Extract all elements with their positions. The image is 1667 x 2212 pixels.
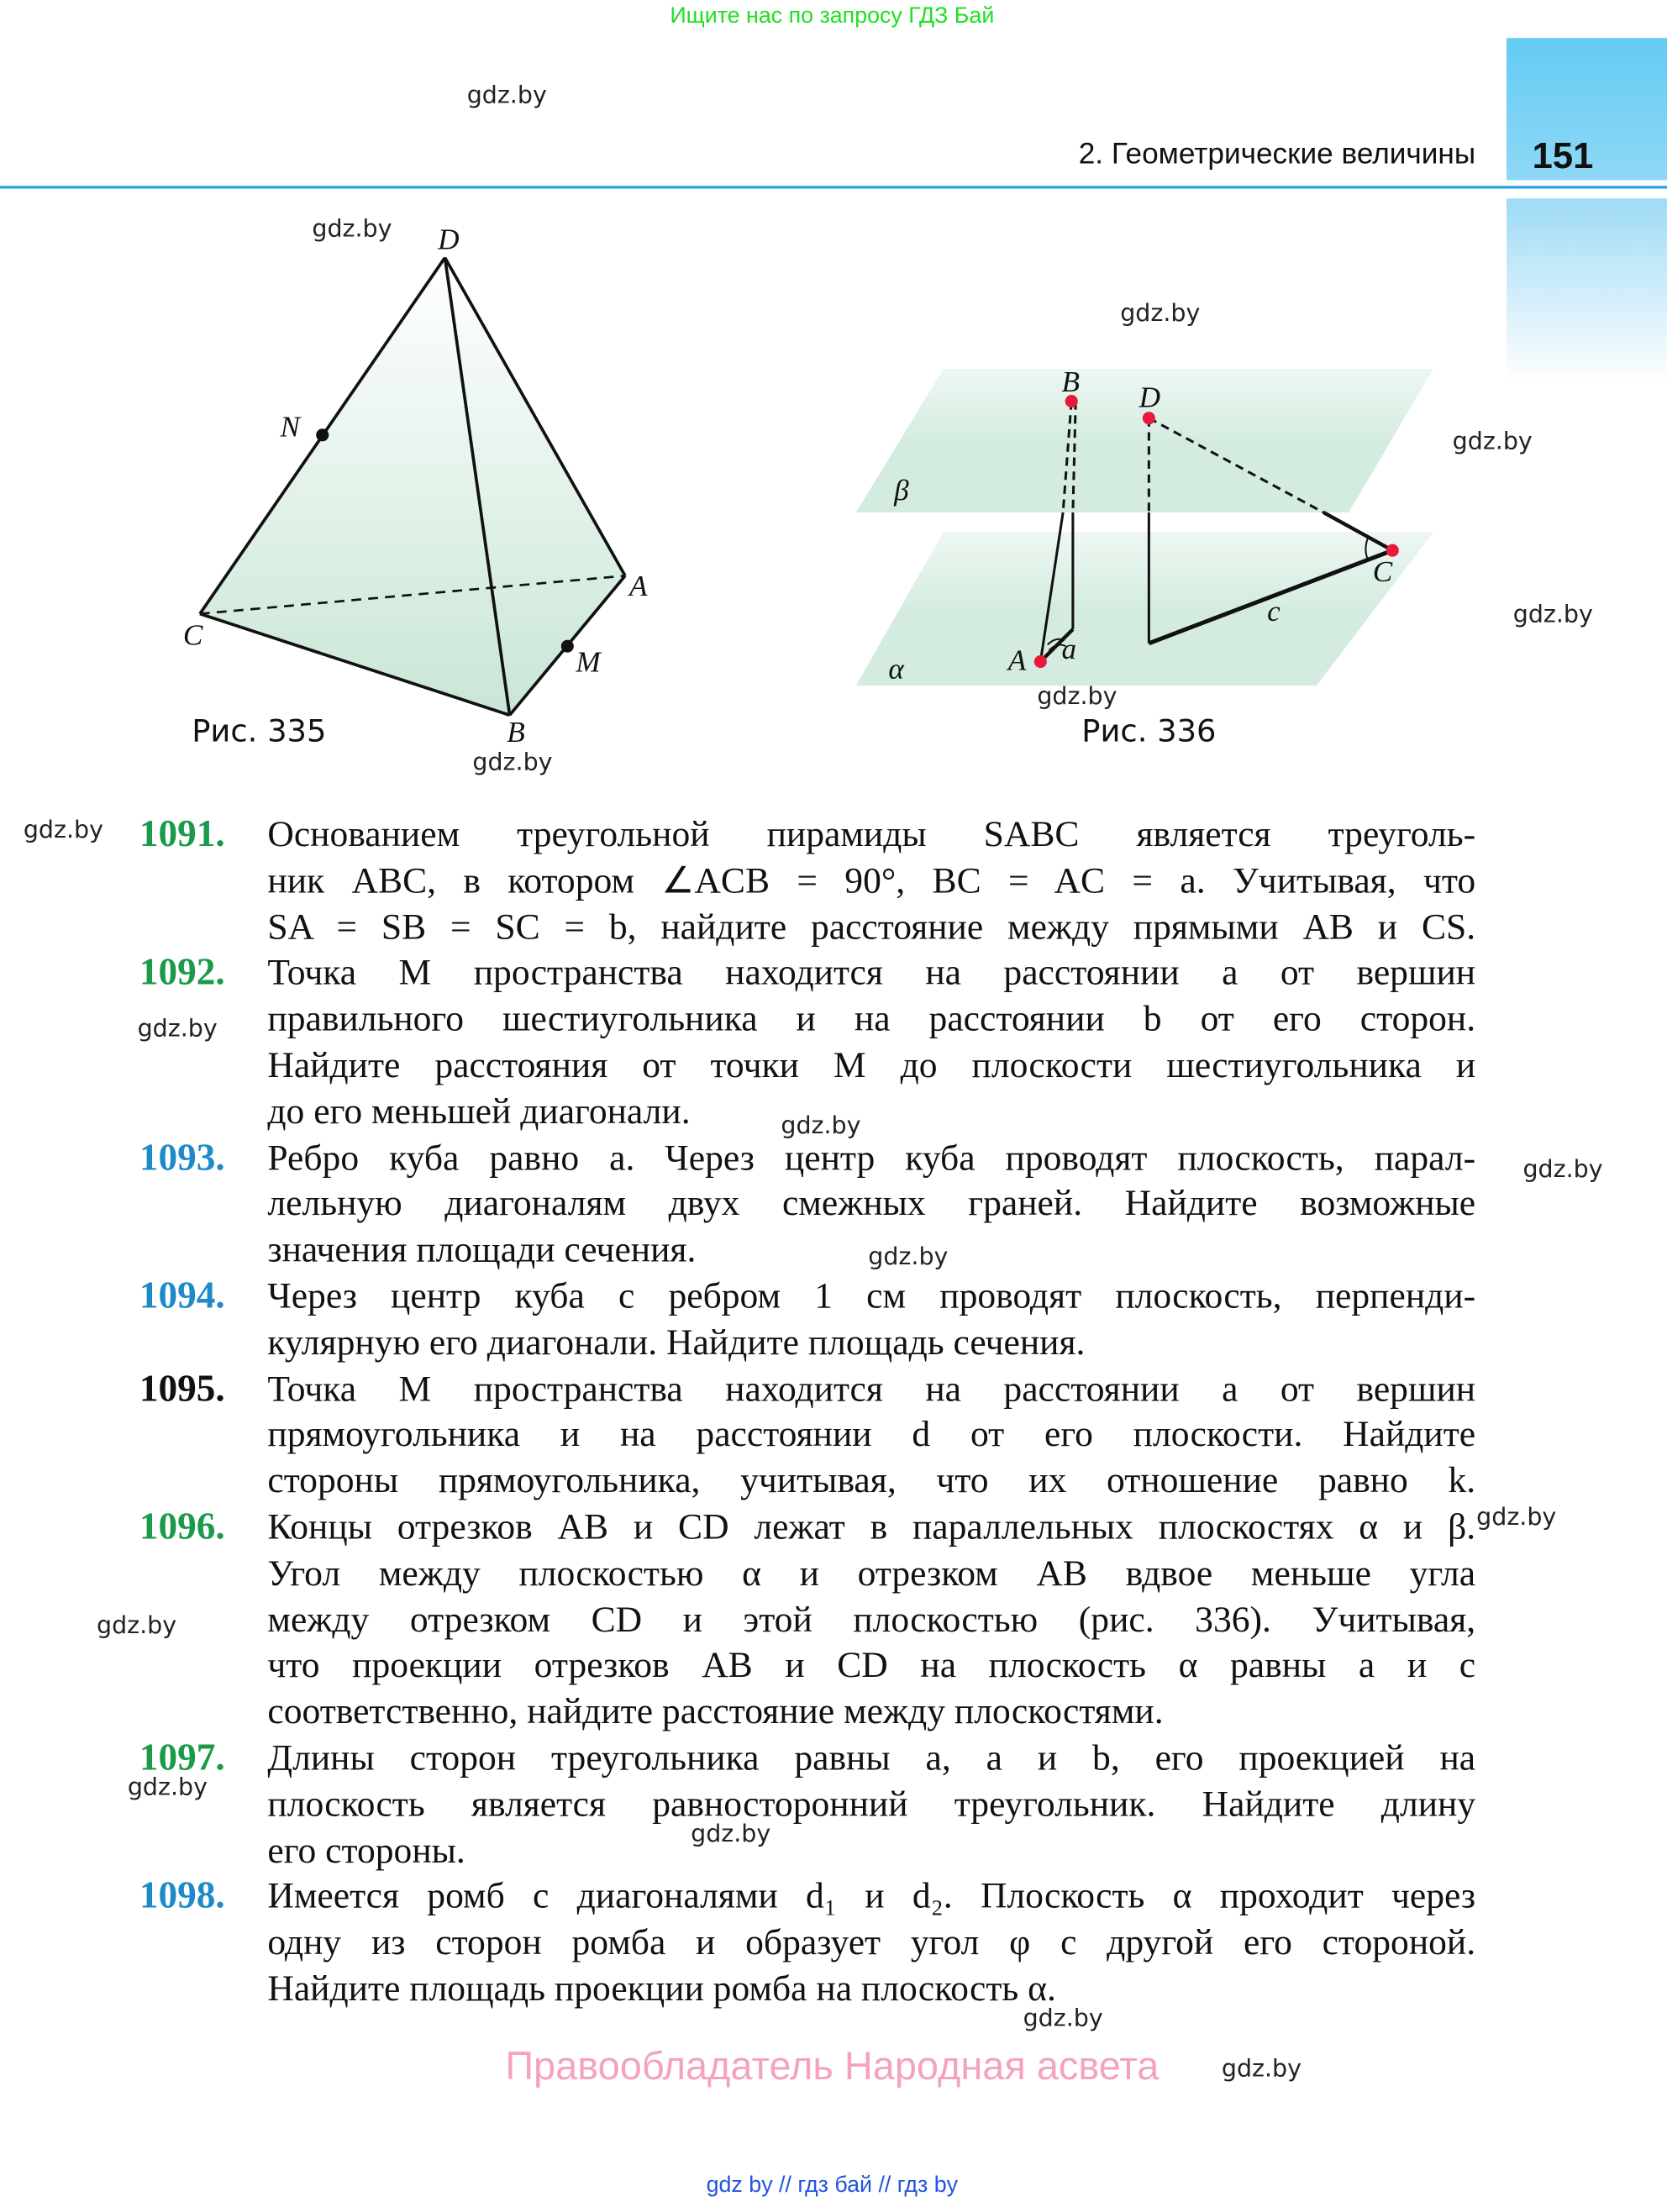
problem-text-line: одну из сторон ромба и образует угол φ с другой его стороной. xyxy=(267,1921,1476,1963)
label-d: D xyxy=(438,223,460,256)
problem-text-line: правильного шестиугольника и на расстоянии b от его сторон. xyxy=(267,998,1476,1039)
problem-text-line: ник ABC, в котором ∠ACB = 90°, BC = AC = a. Учитывая, что xyxy=(267,859,1476,901)
watermark: gdz.by xyxy=(1512,601,1593,630)
label-beta: β xyxy=(894,473,909,507)
problem-text-line: Угол между плоскостью α и отрезком AB вдвое меньше угла xyxy=(267,1552,1476,1594)
problem-text-line: что проекции отрезков AB и CD на плоскость α равны a и c xyxy=(267,1644,1476,1686)
problem-number: 1095. xyxy=(139,1366,225,1409)
label-c: C xyxy=(1372,555,1393,589)
watermark: gdz.by xyxy=(1221,2055,1302,2084)
problem-text-line: Длины сторон треугольника равны a, a и b, его проекцией на xyxy=(267,1736,1476,1779)
problem-text-line: соответственно, найдите расстояние между плоскостями. xyxy=(267,1690,1164,1732)
watermark: gdz.by xyxy=(1452,428,1533,456)
problem-text-line: лельную диагоналям двух смежных граней. Найдите возможные xyxy=(267,1183,1476,1224)
problem-text-line: Найдите расстояния от точки M до плоскости шестиугольника и xyxy=(267,1044,1476,1085)
label-a: A xyxy=(1007,644,1027,677)
problem-number: 1096. xyxy=(139,1505,225,1547)
problem-number: 1093. xyxy=(139,1135,225,1178)
watermark: gdz.by xyxy=(472,749,553,777)
point-m xyxy=(561,640,574,653)
label-a: A xyxy=(629,569,648,602)
watermark: gdz.by xyxy=(96,1611,177,1641)
problem-number: 1091. xyxy=(139,812,225,855)
problem-text-line: Точка M пространства находится на расстоянии a от вершин xyxy=(267,1368,1476,1409)
problem-number: 1098. xyxy=(139,1874,225,1917)
problem-text-line: Через центр куба с ребром 1 см проводят плоскость, перпенди- xyxy=(267,1275,1476,1316)
problem-text-line: плоскость является равносторонний треугольник. Найдите длину xyxy=(267,1783,1476,1825)
bottom-links[interactable]: gdz by // гдз бай // гдз by xyxy=(706,2173,959,2198)
problem-number: 1097. xyxy=(139,1736,225,1779)
figure-336-caption: Рис. 336 xyxy=(1081,714,1217,750)
problem-text-line: Основанием треугольной пирамиды SABC является треуголь- xyxy=(267,813,1476,855)
problem-text-line: Найдите площадь проекции ромба на плоскость α. xyxy=(267,1968,1056,2010)
chapter-title: 2. Геометрические величины xyxy=(1078,138,1476,171)
top-note: Ищите нас по запросу ГДЗ Бай xyxy=(670,4,995,29)
watermark: gdz.by xyxy=(1023,2004,1103,2033)
label-c: C xyxy=(182,618,203,652)
label-b: B xyxy=(507,716,525,749)
plane-alpha xyxy=(856,532,1433,686)
watermark: gdz.by xyxy=(127,1773,208,1802)
label-n: N xyxy=(280,410,300,444)
page-number: 151 xyxy=(1532,134,1594,177)
problem-text-line: Концы отрезков AB и CD лежат в параллельных плоскостях α и β. xyxy=(267,1505,1476,1547)
watermark: gdz.by xyxy=(691,1820,771,1849)
point-a xyxy=(1034,655,1047,668)
label-c-length: c xyxy=(1267,594,1280,628)
problem-text-line: до его меньшей диагонали. xyxy=(267,1090,691,1132)
watermark: gdz.by xyxy=(1037,682,1117,712)
watermark: gdz.by xyxy=(781,1111,861,1141)
watermark: gdz.by xyxy=(1522,1155,1603,1185)
problem-text-line: между отрезком CD и этой плоскостью (рис. 336). Учитывая, xyxy=(267,1598,1476,1640)
problem-text-line: его стороны. xyxy=(267,1829,465,1871)
label-b: B xyxy=(1061,365,1080,398)
problem-text-line: кулярную его диагонали. Найдите площадь сечения. xyxy=(267,1321,1086,1363)
problem-number: 1092. xyxy=(139,950,225,994)
figure-335-pyramid xyxy=(0,0,1667,788)
point-n xyxy=(316,428,329,441)
problem-text-line: Точка M пространства находится на расстоянии a от вершин xyxy=(267,952,1476,994)
label-a-length: a xyxy=(1061,633,1077,666)
watermark: gdz.by xyxy=(1476,1503,1557,1532)
problem-text-line: Имеется ромб с диагоналями d₁ и d₂. Плоскость α проходит через xyxy=(267,1875,1476,1917)
problem-text-line: Ребро куба равно a. Через центр куба проводят плоскость, парал- xyxy=(267,1137,1476,1178)
watermark: gdz.by xyxy=(23,816,103,845)
figure-336-planes xyxy=(856,365,1433,686)
label-d: D xyxy=(1139,381,1161,414)
label-alpha: α xyxy=(888,652,904,686)
problem-text-line: значения площади сечения. xyxy=(267,1229,697,1270)
watermark: gdz.by xyxy=(312,215,392,244)
problem-text-line: SA = SB = SC = b, найдите расстояние между прямыми AB и CS. xyxy=(267,906,1476,948)
copyright-footer: Правообладатель Народная асвета xyxy=(505,2044,1160,2089)
watermark: gdz.by xyxy=(137,1015,218,1043)
problem-number: 1094. xyxy=(139,1274,225,1316)
label-m: M xyxy=(576,645,601,679)
problem-text-line: прямоугольника и на расстоянии d от его плоскости. Найдите xyxy=(267,1414,1476,1455)
watermark: gdz.by xyxy=(868,1243,949,1272)
figure-335-caption: Рис. 335 xyxy=(192,714,327,750)
problem-text-line: стороны прямоугольника, учитывая, что их отношение равно k. xyxy=(267,1460,1476,1501)
watermark: gdz.by xyxy=(1120,299,1201,328)
point-d xyxy=(1143,412,1155,424)
watermark: gdz.by xyxy=(466,81,547,110)
